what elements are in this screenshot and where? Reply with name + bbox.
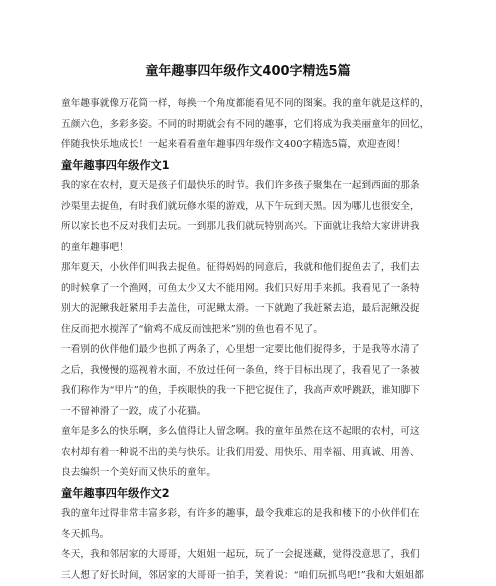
- document-body: [61, 94, 439, 586]
- intro-line: 五颜六色，多彩多姿。不同的时期就会有不同的趣事，它们将成为我美丽童年的回忆，: [61, 115, 439, 136]
- body-line: 住反而把水搅浑了“偷鸡不成反而蚀把米”别的鱼也看不见了。: [61, 320, 439, 341]
- section-heading: 童年趣事四年级作文1: [61, 156, 439, 177]
- body-line: 沙渠里去捉鱼，有时我们就玩修水渠的游戏，从下午玩到天黑。因为哪儿也很安全，: [61, 197, 439, 218]
- body-line: 农村却有着一种说不出的美与快乐。让我们用爱、用快乐、用幸福、用真诚、用善、: [61, 443, 439, 464]
- body-line: 我们称作为“甲片”的鱼，手疾眼快的我一下把它捉住了，我高声欢呼跳跃，谁知脚下: [61, 381, 439, 402]
- body-line: 所以家长也不反对我们去玩。一到那儿我们就玩特别高兴。下面就让我给大家讲讲我: [61, 217, 439, 238]
- document-title: 童年趣事四年级作文400字精选5篇: [0, 63, 496, 81]
- body-line: 一看别的伙伴他们最少也抓了两条了，心里想一定要比他们捉得多，于是我等水清了: [61, 340, 439, 361]
- body-line: 良去编织一个美好而又快乐的童年。: [61, 463, 439, 484]
- intro-line: 童年趣事就像万花筒一样，每换一个角度都能看见不同的图案。我的童年就是这样的，: [61, 94, 439, 115]
- body-line: 童年是多么的快乐啊，多么值得让人留念啊。我的童年虽然在这不起眼的农村，可这: [61, 422, 439, 443]
- body-line: 一不留神滑了一跤，成了小花猫。: [61, 402, 439, 423]
- body-line: 的时候拿了一个渔网，可鱼太少又大不能用网。我们只好用手来抓。我看见了一条特: [61, 279, 439, 300]
- body-line: 我的童年过得非常丰富多彩，有许多的趣事，最令我难忘的是我和楼下的小伙伴们在: [61, 504, 439, 525]
- body-line: 那年夏天，小伙伴们叫我去捉鱼。征得妈妈的同意后，我就和他们捉鱼去了，我们去: [61, 258, 439, 279]
- intro-line: 伴随我快乐地成长！一起来看看童年趣事四年级作文400字精选5篇，欢迎查阅！: [61, 135, 439, 156]
- body-line: 我的家在农村，夏天是孩子们最快乐的时节。我们许多孩子聚集在一起到西面的那条: [61, 176, 439, 197]
- body-line: 冬天抓鸟。: [61, 525, 439, 546]
- body-line: 别大的泥鳅我赶紧用手去盖住，可泥鳅太滑。一下就跑了我赶紧去追，最后泥鳅没捉: [61, 299, 439, 320]
- body-line: 之后，我慢慢的巡视着水面，不放过任何一条鱼，终于目标出现了，我看见了一条被: [61, 361, 439, 382]
- body-line: 三人想了好长时间，邻居家的大哥哥一拍手，笑着说：“咱们玩抓鸟吧!”我和大姐姐都: [61, 566, 439, 586]
- body-line: 冬天，我和邻居家的大哥哥，大姐姐一起玩，玩了一会捉迷藏，觉得没意思了，我们: [61, 545, 439, 566]
- body-line: 的童年趣事吧！: [61, 238, 439, 259]
- section-heading: 童年趣事四年级作文2: [61, 484, 439, 505]
